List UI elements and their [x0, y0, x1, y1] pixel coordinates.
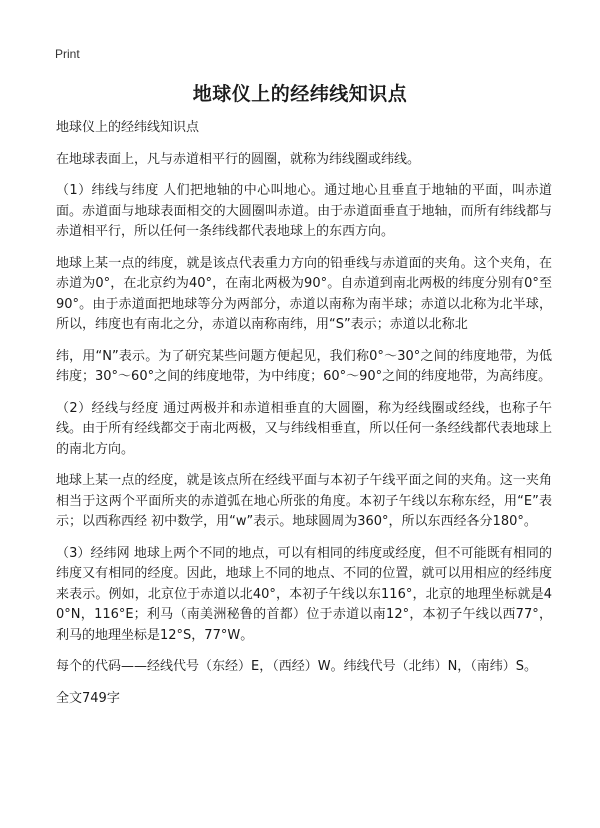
latitude-zones-paragraph: 纬，用“N”表示。为了研究某些问题方便起见，我们称0°～30°之间的纬度地带，为低纬度；30°～60°之间的纬度地带，为中纬度；60°～90°之间的纬度地带，为高纬度。: [56, 348, 552, 384]
word-count: 全文749字: [56, 690, 120, 706]
intro-paragraph: 在地球表面上，凡与赤道相平行的圆圈，就称为纬线圈或纬线。: [56, 151, 421, 167]
latitude-degree-paragraph: 地球上某一点的纬度，就是该点代表重力方向的铅垂线与赤道面的夹角。这个夹角，在赤道为0°，在北京约为40°，在南北两极为90°。自赤道到南北两极的纬度分别有0°至90°。由于赤道面把地球等分为两部分，赤道以南称为南半球；赤道以北称为北半球，所以，纬度也有南北之分，赤道以南称南纬，用“S”表示；赤道以北称北: [56, 255, 552, 332]
grid-paragraph: （3）经纬网 地球上两个不同的地点，可以有相同的纬度或经度，但不可能既有相同的纬度又有相同的经度。因此，地球上不同的地点、不同的位置，就可以用相应的经纬度来表示。例如，北京位于赤道以北40°，本初子午线以东116°，北京的地理坐标就是40°N，116°E；利马（南美洲秘鲁的首都）位于赤道以南12°，本初子午线以西77°，利马的地理坐标是12°S，77°W。: [56, 545, 552, 643]
subtitle-paragraph: 地球仪上的经纬线知识点: [56, 120, 200, 135]
print-label: Print: [55, 47, 80, 61]
codes-paragraph: 每个的代码——经线代号（东经）E，（西经）W。纬线代号（北纬）N，（南纬）S。: [56, 659, 538, 674]
longitude-definition-paragraph: （2）经线与经度 通过两极并和赤道相垂直的大圆圈，称为经线圈或经线，也称子午线。由于所有经线都交于南北两极，又与纬线相垂直，所以任何一条经线都代表地球上的南北方向。: [56, 400, 552, 457]
document-title: 地球仪上的经纬线知识点: [192, 83, 408, 105]
longitude-degree-paragraph: 地球上某一点的经度，就是该点所在经线平面与本初子午线平面之间的夹角。这一夹角相当于这两个平面所夹的赤道弧在地心所张的角度。本初子午线以东称东经，用“E”表示；以西称西经 初中数学，用“w”表示。地球圆周为360°，所以东西经各分180°。: [56, 473, 552, 529]
latitude-definition-paragraph: （1）纬线与纬度 人们把地轴的中心叫地心。通过地心且垂直于地轴的平面，叫赤道面。赤道面与地球表面相交的大圆圈叫赤道。由于赤道面垂直于地轴，而所有纬线都与赤道相平行，所以任何一条纬线都代表地球上的东西方向。: [56, 183, 552, 239]
document-body: [56, 118, 552, 720]
